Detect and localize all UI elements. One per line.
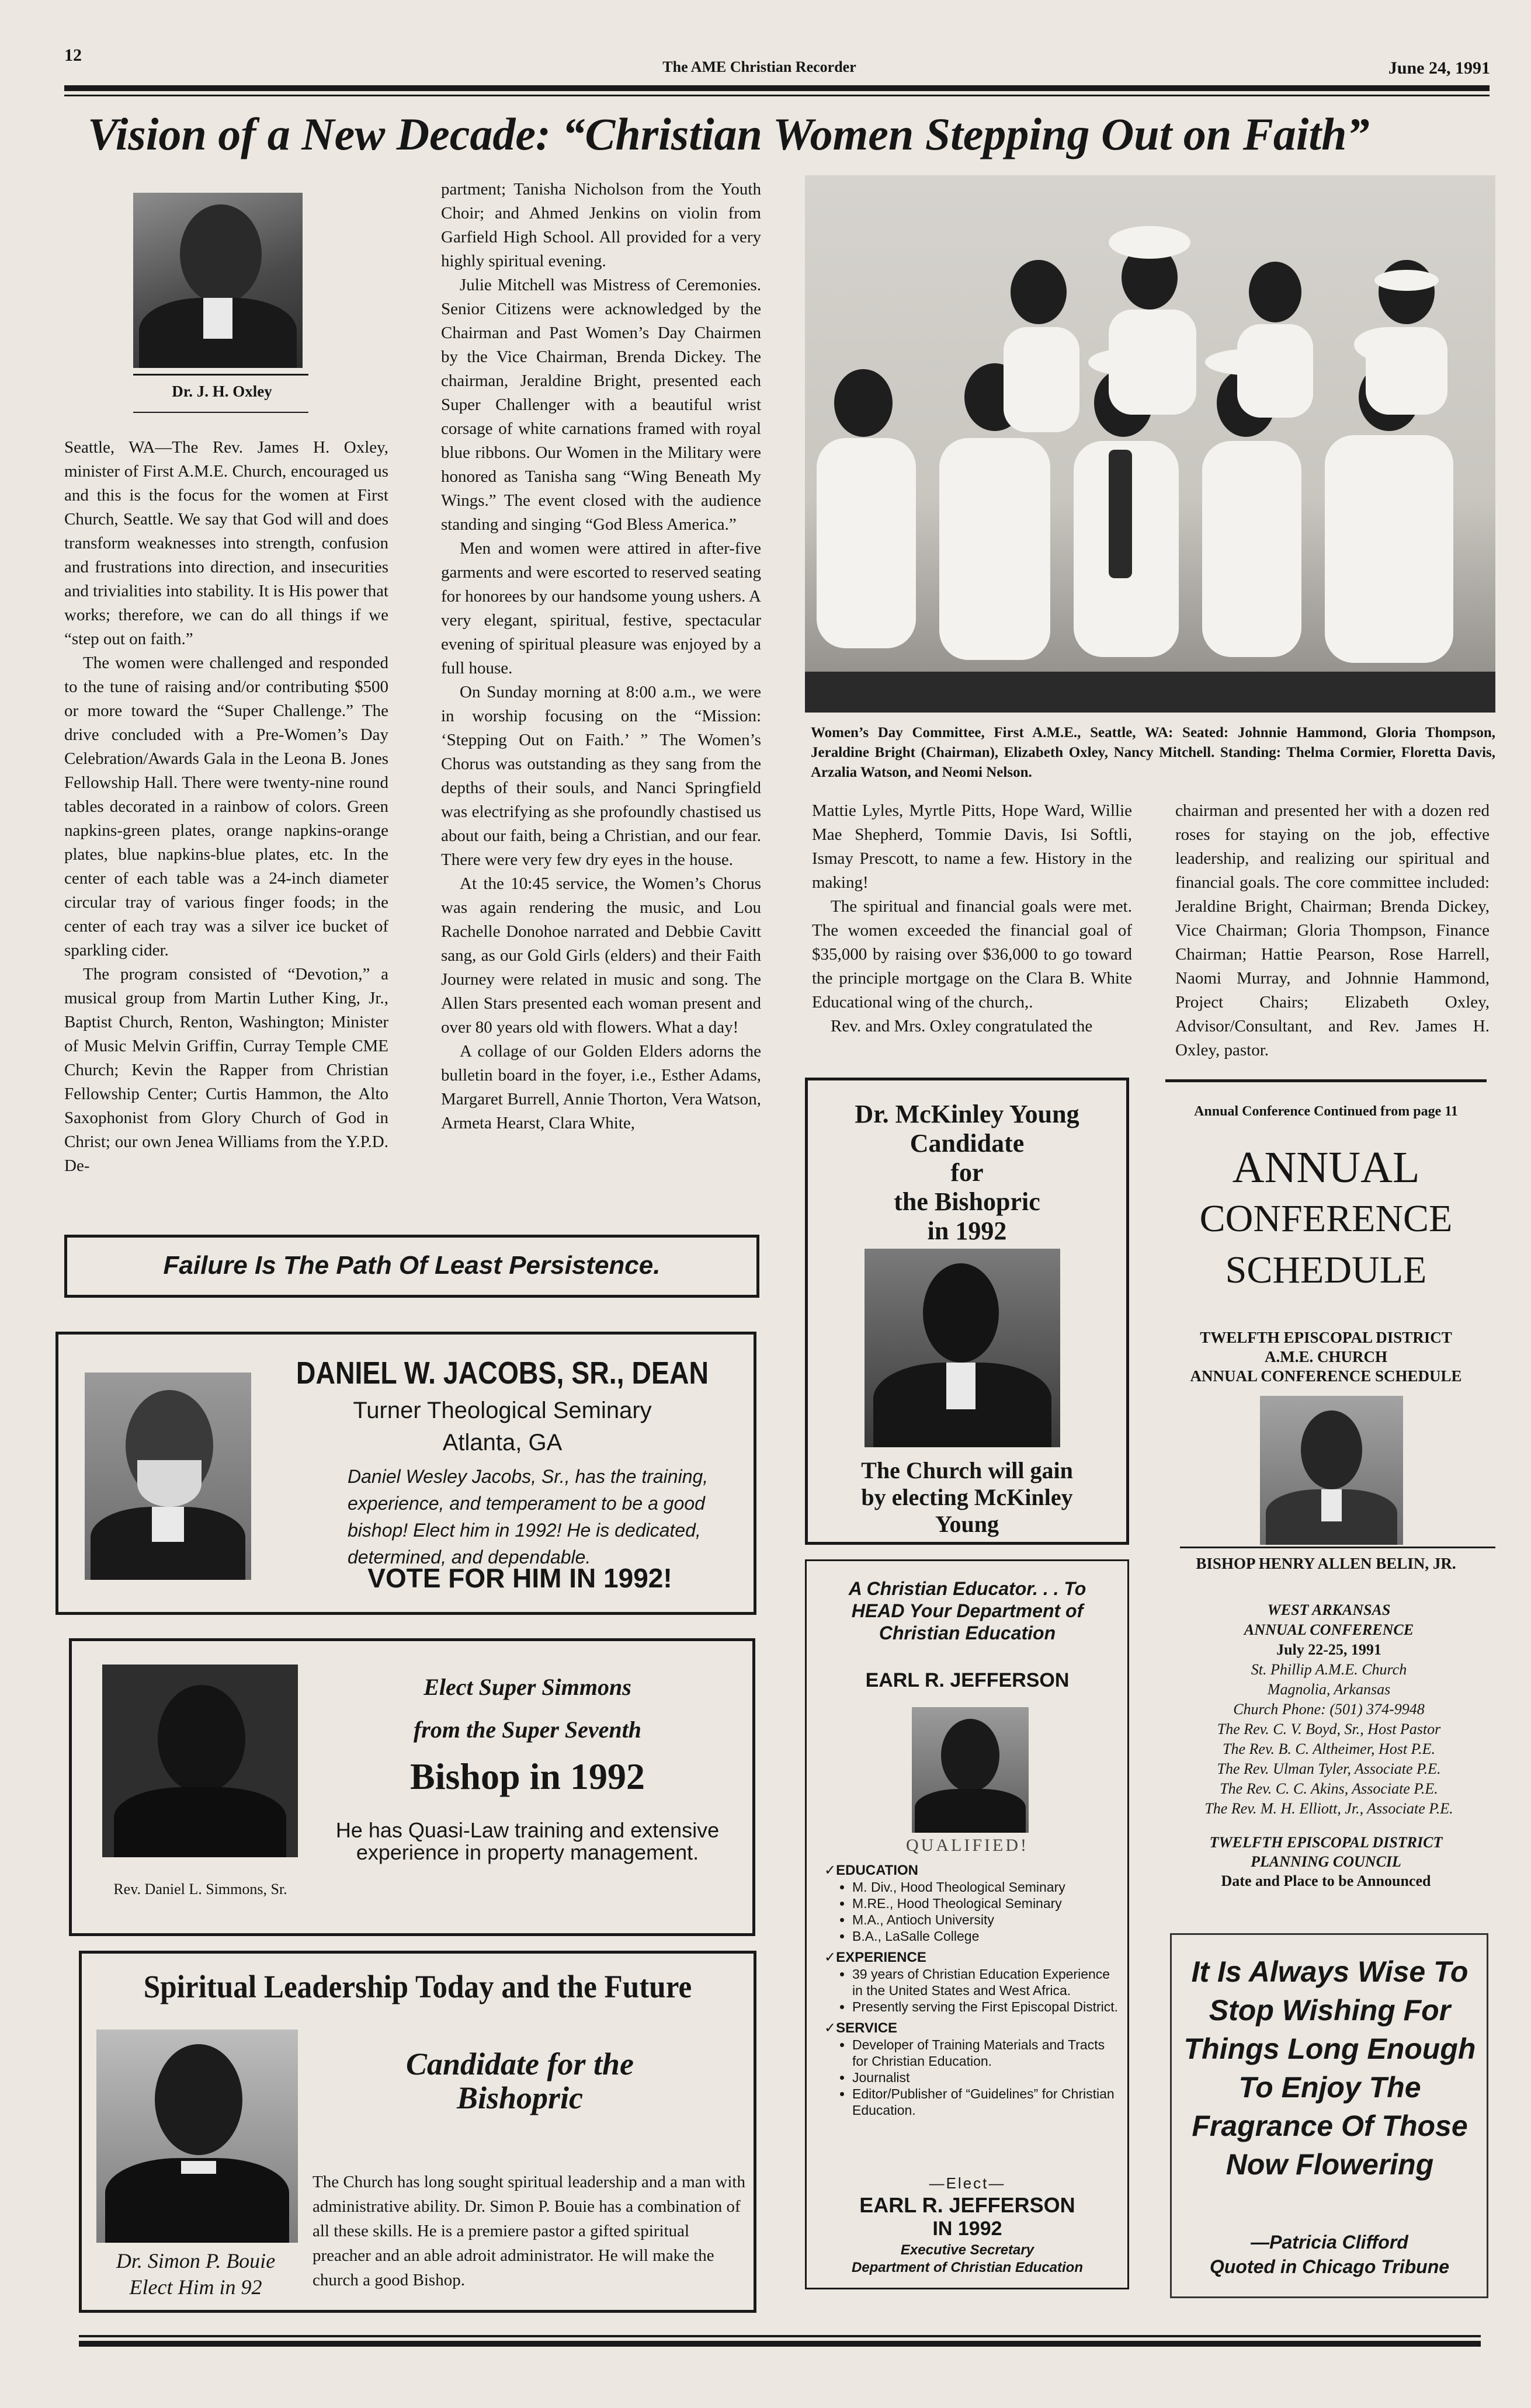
education-label: ✓EDUCATION [824,1863,918,1878]
jefferson-name: EARL R. JEFFERSON [865,1669,1070,1691]
failure-banner: Failure Is The Path Of Least Persistence. [64,1235,759,1298]
young-ad [805,1078,1129,1545]
belin-photo [1260,1396,1403,1545]
young-top4: the Bishopric [894,1187,1040,1216]
article-paragraph: Seattle, WA—The Rev. James H. Oxley, minister of First A.M.E. Church, encouraged us and this is the focus for the women at First Church, Seattle. We say that God will and does transform weaknesses into strength, confusion and frustrations into direction, and insecurities and trivialities into stability. It is His power that works; therefore, we can do all things if we “step out on faith.” [64,438,388,648]
jefferson-ad [805,1559,1129,2289]
service-label: ✓SERVICE [824,2020,898,2036]
young-top5: in 1992 [927,1217,1007,1245]
list-item: • Presently serving the First Episcopal District. [852,1999,1122,2015]
quote-author: —Patricia Clifford [1251,2232,1408,2253]
article-column-1 [64,436,388,1178]
bouie-body: The Church has long sought spiritual leadership and a man with administrative ability. Dr. Simon P. Bouie has a combination of all these skills. He is a premiere pastor a gifted spiritual preacher and an able adroit administrator. He will make the church a good Bishop. [313,2173,745,2289]
article-column-4 [1175,799,1490,1062]
jefferson-photo [912,1707,1029,1833]
service-list [824,2037,1122,2118]
jacobs-vote: VOTE FOR HIM IN 1992! [367,1563,672,1593]
quote-box [1170,1933,1488,2298]
bouie-candidate: Candidate for the Bishopric [405,2046,634,2115]
list-item: • M.A., Antioch University [852,1912,1122,1928]
young-top2: Candidate [909,1129,1025,1158]
experience-list [824,1966,1122,2015]
bouie-caption-elect: Elect Him in 92 [129,2275,262,2299]
jefferson-elect: —Elect— [929,2174,1006,2192]
article-column-2 [441,178,761,1135]
list-item: • Journalist [852,2069,1122,2086]
young-top1: Dr. McKinley Young [855,1100,1079,1128]
council-line3: Date and Place to be Announced [1221,1872,1431,1889]
jacobs-photo [85,1372,251,1580]
young-bottom: The Church will gain by electing McKinley Young [861,1457,1073,1537]
article-paragraph: On Sunday morning at 8:00 a.m., we were in worship focusing on the “Mission: ‘Stepping Out on Faith.’ ” The Women’s Chorus was outstanding as they sang from the depths of their souls, and Nanci Springfield was electrifying as she profoundly chastised us about our faith, being a Christian, and our fear. There were very few dry eyes in the house. [441,683,761,869]
list-item: • Editor/Publisher of “Guidelines” for Christian Education. [852,2086,1122,2118]
bishop-rule [1180,1547,1495,1548]
bishop-name: BISHOP HENRY ALLEN BELIN, JR. [1196,1555,1456,1572]
education-list [824,1879,1122,1944]
page-number: 12 [64,46,82,65]
bouie-title: Spiritual Leadership Today and the Future [143,1969,692,2004]
group-photo [805,175,1495,713]
article-paragraph: partment; Tanisha Nicholson from the Youth Choir; and Ahmed Jenkins on violin from Garfield High School. All provided for a very highly spiritual evening. [441,180,761,270]
simmons-line3: Bishop in 1992 [410,1756,645,1797]
check-icon: ✓ [824,1863,836,1878]
article-paragraph: chairman and presented her with a dozen red roses for staying on the job, effective leadership, and realizing our spiritual and financial goals. The core committee included: Jeraldine Bright, Chairman; Brenda Dickey, Vice Chairman; Gloria Thompson, Finance Chairman; Hattie Pearson, Rose Harrell, Naomi Murray, and Johnnie Hammond, Project Chairs; Elizabeth Oxley, Advisor/Consultant, and Rev. James H. Oxley, pastor. [1175,801,1490,1059]
bouie-photo [96,2030,298,2243]
list-item: • Developer of Training Materials and Tracts for Christian Education. [852,2037,1122,2069]
jefferson-position1: Executive Secretary [900,2242,1034,2258]
publication-name: The AME Christian Recorder [662,58,856,75]
conference-continued: Annual Conference Continued from page 11 [1194,1104,1458,1119]
young-photo [865,1249,1060,1447]
jacobs-name: DANIEL W. JACOBS, SR., DEAN [296,1356,709,1391]
bouie-ad [79,1951,756,2313]
group-photo-caption: Women’s Day Committee, First A.M.E., Seattle, WA: Seated: Johnnie Hammond, Gloria Thompson, Jeraldine Bright (Chairman), Elizabeth Oxley, Nancy Mitchell. Standing: Thelma Cormier, Floretta Davis, Arzalia Watson, and Neomi Nelson. [811,725,1495,780]
simmons-line1: Elect Super Simmons [423,1674,631,1700]
conference-district1: TWELFTH EPISCOPAL DISTRICT [1200,1329,1452,1346]
detail-line: Church Phone: (501) 374-9948 [1233,1701,1425,1718]
list-item: • M.RE., Hood Theological Seminary [852,1895,1122,1912]
oxley-caption: Dr. J. H. Oxley [172,383,272,400]
council-line2: PLANNING COUNCIL [1251,1853,1401,1870]
conference-title1: ANNUAL [1232,1143,1420,1192]
young-top3: for [950,1158,984,1187]
jefferson-intro: A Christian Educator. . . To HEAD Your Department of Christian Education [848,1578,1086,1643]
check-icon: ✓ [824,2020,836,2036]
bouie-caption-name: Dr. Simon P. Bouie [116,2249,276,2273]
article-paragraph: Men and women were attired in after-five garments and were escorted to reserved seating for honorees by our handsome young ushers. A very elegant, spiritual, festive, spectacular evening of spiritual pleasure was enjoyed by a full house. [441,539,761,677]
detail-line: The Rev. B. C. Altheimer, Host P.E. [1223,1740,1435,1757]
article-paragraph: A collage of our Golden Elders adorns the bulletin board in the foyer, i.e., Esther Adams, Margaret Burrell, Annie Thorton, Vera Watson, Armeta Hearst, Clara White, [441,1042,761,1132]
jefferson-qualified: QUALIFIED! [906,1836,1029,1855]
issue-date: June 24, 1991 [1388,58,1490,78]
simmons-body: He has Quasi-Law training and extensive experience in property management. [335,1818,720,1864]
detail-line: ANNUAL CONFERENCE [1244,1621,1414,1638]
detail-line: WEST ARKANSAS [1267,1601,1391,1618]
footer-rule-thick [79,2341,1481,2347]
article-paragraph: The program consisted of “Devotion,” a musical group from Martin Luther King, Jr., Baptist Church, Renton, Washington; Minister of Music Melvin Griffin, Curray Temple CME Church; Kevin the Rapper from Christian Fellowship Center; Curtis Hammon, the Alto Saxophonist from Glory Church of God in Christ; our own Jenea Williams from the Y.P.D. De- [64,965,388,1175]
article-paragraph: At the 10:45 service, the Women’s Chorus was again rendering the music, and Lou Rachelle Donohoe narrated and Debbie Cavitt sang, as our Gold Girls (elders) and their Faith Journey were related in music and song. The Allen Stars presented each woman present and over 80 years old with flowers. What a day! [441,874,761,1037]
article-paragraph: Julie Mitchell was Mistress of Ceremonies. Senior Citizens were acknowledged by the Chairman and Past Women’s Day Chairmen by the Vice Chairman, Brenda Dickey. The chairman, Jeraldine Bright, presented each Super Challenger with a beautiful wrist corsage of white carnations framed with royal blue ribbons. Our Women in the Military were honored as Tanisha sang “Wing Beneath My Wings.” The event closed with the audience standing and singing “God Bless America.” [441,276,761,534]
header-rule [64,85,1490,91]
article-paragraph: The women were challenged and responded to the tune of raising and/or contributing $500 or more toward the “Super Challenge.” The drive concluded with a Pre-Women’s Day Celebration/Awards Gala in the Leona B. Jones Fellowship Hall. There were twenty-nine round tables decorated in a rainbow of colors. Green napkins-green plates, orange napkins-orange plates, blue napkins-blue plates, etc. In the center of each table was a 24-inch diameter circular tray of various finger foods; in the center of each tray was a silver ice bucket of sparkling cider. [64,654,388,960]
list-item: • 39 years of Christian Education Experience in the United States and West Africa. [852,1966,1122,1999]
jefferson-position2: Department of Christian Education [851,2260,1084,2275]
footer-rule [79,2335,1481,2337]
group-photo-figures [805,175,1495,713]
article-column-3 [812,799,1132,1038]
detail-line: July 22-25, 1991 [1276,1641,1381,1658]
list-item: • B.A., LaSalle College [852,1928,1122,1944]
quote-source: Quoted in Chicago Tribune [1209,2256,1450,2277]
article-headline: Vision of a New Decade: “Christian Women Stepping Out on Faith” [88,109,1370,159]
detail-line: The Rev. C. C. Akins, Associate P.E. [1220,1780,1438,1797]
oxley-photo [133,193,303,368]
simmons-line2: from the Super Seventh [413,1716,642,1743]
photo-caption-rule-bottom [133,412,308,413]
jefferson-qualifications [824,1862,1122,2118]
article-paragraph: The spiritual and financial goals were met. The women exceeded the financial goal of $35,000 by raising over $36,000 to go toward the principle mortgage on the Clara B. White Educational wing of the church,. [812,897,1132,1012]
jacobs-school: Turner Theological Seminary [353,1398,652,1423]
conference-title2: CONFERENCE [1199,1197,1453,1240]
conference-title3: SCHEDULE [1225,1249,1427,1291]
jacobs-city: Atlanta, GA [442,1430,563,1455]
photo-caption-rule [133,374,308,376]
jefferson-elect-name: EARL R. JEFFERSON [859,2193,1075,2217]
detail-line: Magnolia, Arkansas [1267,1681,1391,1698]
conference-details [1162,1600,1495,1819]
detail-line: The Rev. C. V. Boyd, Sr., Host Pastor [1217,1721,1441,1738]
conference-rule [1165,1079,1487,1082]
simmons-caption: Rev. Daniel L. Simmons, Sr. [113,1881,287,1898]
header-rule-thin [64,95,1490,96]
conference-district2: A.M.E. CHURCH [1265,1348,1387,1365]
jefferson-elect-year: IN 1992 [932,2218,1002,2240]
list-item: • M. Div., Hood Theological Seminary [852,1879,1122,1895]
detail-line: The Rev. Ulman Tyler, Associate P.E. [1217,1760,1441,1777]
simmons-ad [69,1638,755,1936]
check-icon: ✓ [824,1950,836,1965]
article-paragraph: Rev. and Mrs. Oxley congratulated the [831,1017,1093,1036]
simmons-photo [102,1665,298,1857]
quote-text: It Is Always Wise To Stop Wishing For Things Long Enough To Enjoy The Fragrance Of Those Now Flowering [1183,1955,1476,2181]
council-line1: TWELFTH EPISCOPAL DISTRICT [1209,1834,1443,1851]
detail-line: St. Phillip A.M.E. Church [1251,1661,1407,1678]
jacobs-ad [55,1332,756,1615]
article-paragraph: Mattie Lyles, Myrtle Pitts, Hope Ward, Willie Mae Shepherd, Tommie Davis, Isi Softli, Ismay Prescott, to name a few. History in the making! [812,801,1132,892]
conference-district3: ANNUAL CONFERENCE SCHEDULE [1190,1367,1462,1385]
experience-label: ✓EXPERIENCE [824,1950,926,1965]
jacobs-body: Daniel Wesley Jacobs, Sr., has the training, experience, and temperament to be a good bishop! Elect him in 1992! He is dedicated, determined, and dependable. [348,1466,709,1568]
detail-line: The Rev. M. H. Elliott, Jr., Associate P.E. [1204,1800,1453,1817]
